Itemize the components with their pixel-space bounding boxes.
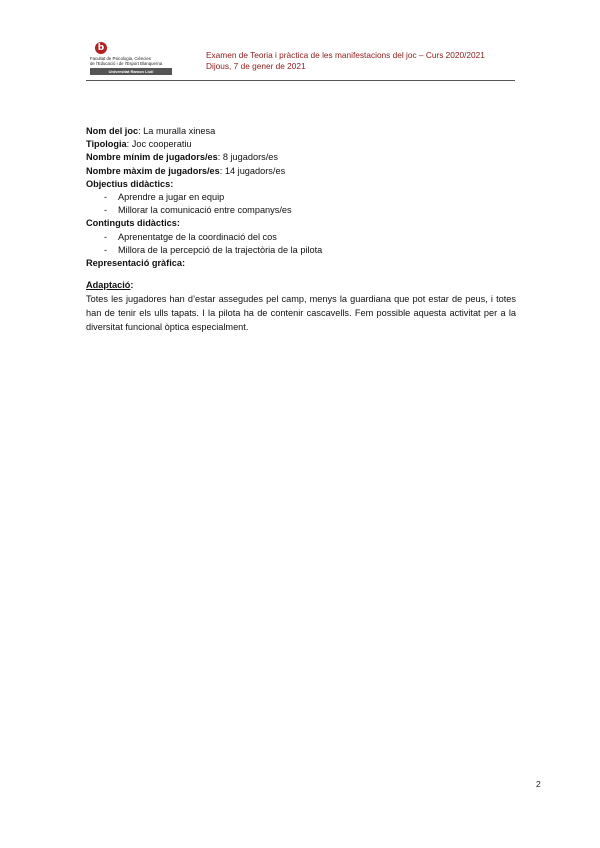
objectives-heading: Objectius didàctics: [86,178,174,189]
contents-label: Continguts didàctics [86,218,177,229]
objective-text: Millorar la comunicació entre companys/es [118,205,292,216]
game-name-label: Nom del joc [86,126,139,136]
list-item [86,231,516,244]
graphic-representation-label: Representació gràfica: [86,258,186,269]
header-divider [86,80,515,81]
game-sheet [86,125,516,334]
game-name-row [86,125,516,138]
dash-bullet-icon: - [104,205,108,216]
max-players-label: Nombre màxim de jugadors/es [86,165,220,176]
min-players-row [86,151,516,164]
adaptation-title: Adaptació [86,280,131,291]
list-item [86,244,516,257]
dash-bullet-icon: - [104,231,108,242]
contents-heading: Continguts didàctics: [86,218,180,229]
logo-text-line-2: de l'Educació i de l'Esport Blanquerna [90,61,163,66]
dash-bullet-icon: - [104,192,108,203]
header-text [206,50,485,72]
university-logo [90,42,172,76]
logo-emblem-icon: b [95,42,107,54]
game-type-label: Tipologia [86,139,127,150]
content-text: Millora de la percepció de la trajectòria de la pilota [118,244,323,255]
content-text: Aprenentatge de la coordinació del cos [118,231,277,242]
max-players-value: : 14 jugadors/es [219,165,286,176]
exam-date: Dijous, 7 de gener de 2021 [206,61,306,71]
game-type-value: : Joc cooperatiu [126,139,192,150]
min-players-value: : 8 jugadors/es [217,152,278,163]
logo-text-line-1: Facultat de Psicologia, Ciències [90,56,151,61]
game-name-value: : La muralla xinesa [138,126,216,136]
page-number: 2 [536,779,541,789]
exam-title: Examen de Teoria i pràctica de les manifestacions del joc – Curs 2020/2021 [206,50,485,60]
list-item [86,204,516,217]
adaptation-heading: Adaptació: [86,280,134,291]
adaptation-paragraph: Totes les jugadores han d’estar assegudes pel camp, menys la guardiana que pot estar de peus, i totes han de tenir els ulls tapats. I la pilota ha de contenir cascavells. Fem possible aquesta activitat per a la diversitat funcional òptica especialment. [86,294,516,333]
game-type-row [86,138,516,151]
objective-text: Aprendre a jugar en equip [118,192,225,203]
list-item [86,191,516,204]
max-players-row [86,165,516,178]
objectives-label: Objectius didàctics [86,178,171,189]
dash-bullet-icon: - [104,244,108,255]
min-players-label: Nombre mínim de jugadors/es [86,152,218,163]
logo-university-bar: Universitat Ramon Llull [90,68,172,75]
